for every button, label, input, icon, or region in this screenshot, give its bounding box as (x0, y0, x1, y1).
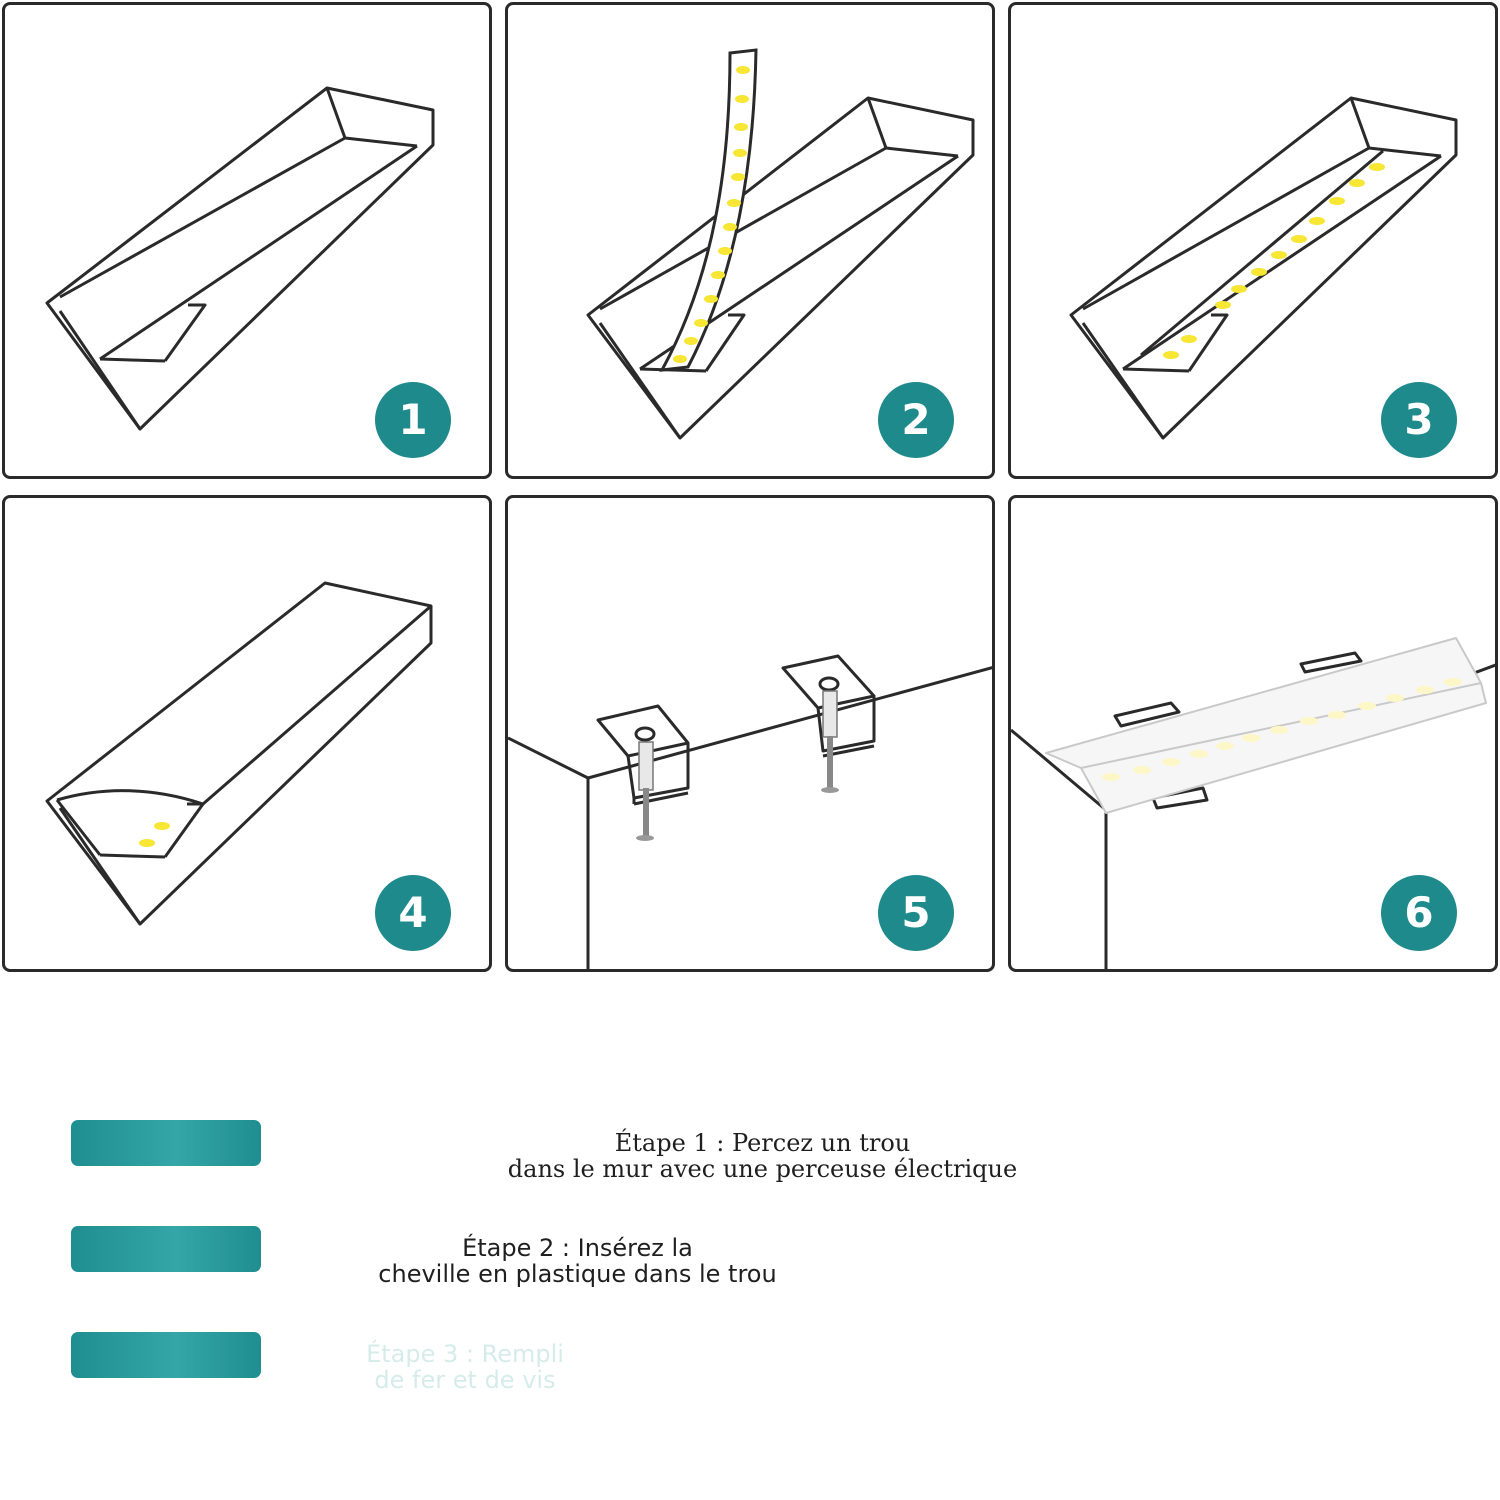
step-2-pill (71, 1226, 261, 1272)
led-dots (139, 822, 170, 847)
step-number-badge: 3 (1381, 382, 1457, 458)
step-3-line-1: Étape 3 : Rempli (366, 1340, 564, 1368)
step-number-badge: 1 (375, 382, 451, 458)
step-2-line-2: cheville en plastique dans le trou (378, 1260, 777, 1288)
screw-icon (636, 742, 654, 841)
panel-step-6 (1008, 495, 1498, 972)
panel-step-1 (2, 2, 492, 479)
panel-step-2 (505, 2, 995, 479)
step-3-line-2: de fer et de vis (374, 1366, 556, 1394)
panel-step-5 (505, 495, 995, 972)
step-1-line-2: dans le mur avec une perceuse électrique (507, 1155, 1018, 1183)
panel-step-4 (2, 495, 492, 972)
step-number-badge: 4 (375, 875, 451, 951)
step-number-badge: 5 (878, 875, 954, 951)
led-profile-body (1046, 638, 1486, 813)
step-number-badge: 6 (1381, 875, 1457, 951)
step-2-line-1: Étape 2 : Insérez la (462, 1234, 693, 1262)
screw-icon (821, 691, 839, 793)
step-1-text (440, 1130, 1085, 1182)
step-3-pill (71, 1332, 261, 1378)
step-2-text (340, 1235, 815, 1287)
step-1-line-1: Étape 1 : Percez un trou (614, 1129, 911, 1157)
step-3-text (340, 1341, 590, 1393)
step-1-pill (71, 1120, 261, 1166)
step-number-badge: 2 (878, 382, 954, 458)
panel-step-3 (1008, 2, 1498, 479)
